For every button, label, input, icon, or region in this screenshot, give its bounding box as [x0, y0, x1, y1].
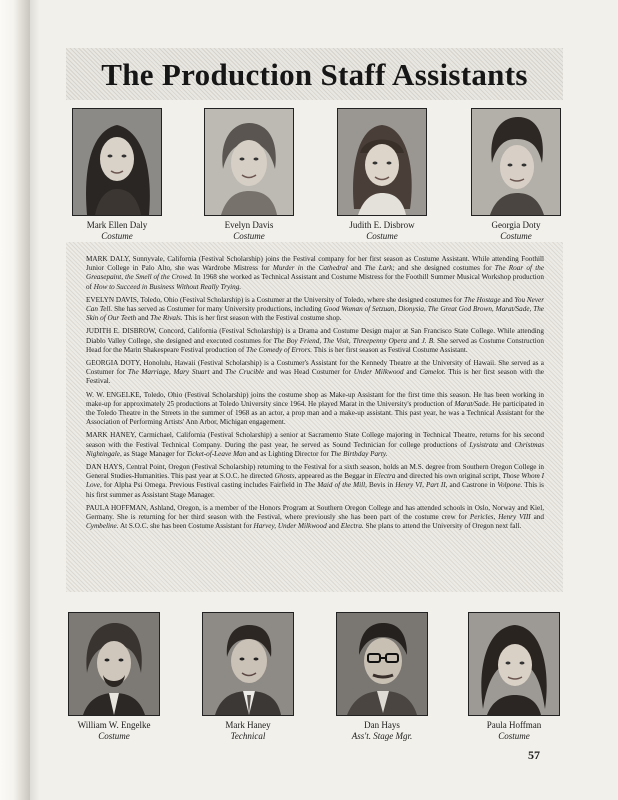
staff-role: Costume: [500, 231, 532, 241]
work-title: The Lark;: [364, 264, 395, 273]
staff-name: Georgia Doty: [491, 220, 541, 230]
staff-name: Evelyn Davis: [224, 220, 274, 230]
bio-paragraph: PAULA HOFFMAN, Ashland, Oregon, is a member of the Honors Program at Southern Oregon College and has attended schools in Oslo, Norway and Kiel, Germany. She is returning for her third season with the Festival, where previously she has been part of the costume crew for Pericles, Henry VIII and Cymbeline. At S.O.C. she has been Costume Assistant for Harvey, Under Milkwood and Electra. She plans to attend the University of Oregon next fall.: [86, 503, 544, 531]
work-title: The Marriage, Mary Stuart: [127, 368, 210, 377]
work-title: Christmas Nightingale,: [86, 440, 544, 458]
work-title: The Roar of the Greasepaint, the Smell of the Crowd.: [86, 264, 545, 282]
bio-paragraph: DAN HAYS, Central Point, Oregon (Festival Scholarship) returning to the Festival for a sixth season, holds an M.S. degree from Southern Oregon College in General Studies-Humanities. This past year at S.O.C. he directed Ghosts, appeared as the Beggar in Electra and directed his own original script, Those Whom I Love, for Alpha Psi Omega. Previous Festival casting includes Fairfield in The Maid of the Mill, Bevis in Henry VI, Part II, and Castrone in Volpone. This is his first summer as Assistant Stage Manager.: [86, 463, 544, 499]
staff-name: Mark Haney: [225, 720, 271, 730]
portrait-mark-ellen-daly: [72, 108, 162, 241]
portrait-photo: [72, 108, 162, 216]
portrait-georgia-doty: [471, 108, 561, 241]
bio-paragraph: JUDITH E. DISBROW, Concord, California (Festival Scholarship) is a Drama and Costume Design major at San Francisco State College. While attending Diablo Valley College, she designed and executed costumes for The Boy Friend, The Visit, Threepenny Opera and J. B. She served as Costume Construction Head for the Marin Shakespeare Festival production of The Comedy of Errors. This is her first season as Festival Costume Assistant.: [86, 327, 544, 354]
work-title: Electra.: [340, 522, 364, 531]
work-title: Pericles, Henry VIII: [469, 513, 531, 522]
work-title: Good Woman of Setzuan, Dionysia, The Great God Brown, Marat/Sade, The Skin of Our Teeth: [86, 305, 544, 323]
work-title: Cymbeline.: [86, 522, 119, 531]
page-gutter-shadow: [30, 0, 40, 800]
work-title: Under Milkwood: [353, 368, 404, 377]
staff-name: William W. Engelke: [77, 720, 151, 730]
work-title: Murder in the Cathedral: [272, 264, 348, 273]
portrait-evelyn-davis: [204, 108, 294, 241]
portrait-dan-hays: [336, 612, 428, 741]
bio-paragraph: MARK HANEY, Carmichael, California (Festival Scholarship) a senior at Sacramento State College majoring in Technical Theatre, returns for his second season with the Festival Technical Company. During the past year, he served as Sound Technician for college productions of Lysistrata and Christmas Nightingale, as Stage Manager for Ticket-of-Leave Man and as Lighting Director for The Birthday Party.: [86, 431, 544, 458]
biography-section: [86, 255, 544, 535]
staff-name: Dan Hays: [364, 720, 400, 730]
work-title: The Rivals.: [150, 314, 183, 323]
page-title: The Production Staff Assistants: [101, 57, 528, 92]
work-title: Camelot.: [419, 368, 446, 377]
work-title: You Never Can Tell.: [86, 295, 544, 314]
portrait-photo: [336, 612, 428, 716]
bio-paragraph: MARK DALY, Sunnyvale, California (Festival Scholarship) joins the Festival company for her first season as Costume Assistant. While attending Foothill Junior College in Palo Alto, she was Wardrobe Mistress for Murder in the Cathedral and The Lark; and she designed costumes for The Roar of the Greasepaint, the Smell of the Crowd. In 1968 she worked as Technical Assistant and Costume Mistress for the Foothill Summer Musical Workshop production of How to Succeed in Business Without Really Trying.: [86, 255, 545, 291]
staff-name: Mark Ellen Daly: [86, 220, 148, 230]
portrait-photo: [202, 612, 294, 716]
book-spine: [0, 0, 30, 800]
work-title: The Hostage: [463, 295, 501, 304]
work-title: J. B.: [421, 336, 435, 345]
staff-role: Costume: [233, 231, 265, 241]
work-title: The Boy Friend, The Visit, Threepenny Opera: [273, 336, 407, 345]
work-title: Electra: [374, 472, 396, 481]
work-title: Those Whom I Love,: [86, 472, 544, 490]
portrait-paula-hoffman: [468, 612, 560, 741]
portrait-mark-haney: [202, 612, 294, 741]
portrait-photo: [68, 612, 160, 716]
portrait-photo: [471, 108, 561, 216]
work-title: The Birthday Party.: [330, 449, 388, 458]
bio-paragraph: GEORGIA DOTY, Honolulu, Hawaii (Festival Scholarship) is a Costumer's Assistant for the Kennedy Theatre at the University of Hawaii. She served as a Costumer for The Marriage, Mary Stuart and The Crucible and was Head Costumer for Under Milkwood and Camelot. This is her first season with the Festival.: [86, 359, 544, 386]
work-title: The Comedy of Errors.: [246, 345, 313, 354]
work-title: Lysistrata: [469, 440, 498, 449]
work-title: The Crucible: [225, 368, 265, 377]
staff-role: Technical: [230, 731, 266, 741]
page-number: 57: [528, 748, 540, 762]
work-title: Henry VI, Part II,: [395, 481, 448, 490]
portrait-william-engelke: [68, 612, 160, 741]
work-title: How to Succeed in Business Without Really Trying.: [93, 282, 242, 291]
staff-role: Costume: [101, 231, 133, 241]
staff-role: Costume: [366, 231, 398, 241]
staff-role: Costume: [98, 731, 130, 741]
staff-role: Ass't. Stage Mgr.: [351, 731, 413, 741]
work-title: Ticket-of-Leave Man: [186, 449, 247, 458]
work-title: Harvey, Under Milkwood: [253, 522, 327, 531]
portrait-photo: [468, 612, 560, 716]
work-title: Ghosts,: [274, 472, 297, 481]
staff-name: Judith E. Disbrow: [349, 220, 415, 230]
staff-role: Costume: [498, 731, 530, 741]
staff-name: Paula Hoffman: [486, 720, 542, 730]
bio-paragraph: EVELYN DAVIS, Toledo, Ohio (Festival Scholarship) is a Costumer at the University of Toledo, where she designed costumes for The Hostage and You Never Can Tell. She has served as Costumer for many University productions, including Good Woman of Setzuan, Dionysia, The Great God Brown, Marat/Sade, The Skin of Our Teeth and The Rivals. This is her first season with the Festival costume shop.: [86, 295, 544, 323]
bio-paragraph: W. W. ENGELKE, Toledo, Ohio (Festival Scholarship) joins the costume shop as Make-up Assistant for the first time this season. He has been working in make-up for approximately 25 productions at Toledo University since 1964. He played Marat in the University's production of Marat/Sade. He participated in the Toledo Theatre in the Streets in the summer of 1968 as an actor, a prop man and a make-up assistant. This past year, he was a Technical Assistant for the Association of Performing Artists' Ann Arbor, Michigan engagement.: [86, 390, 544, 427]
work-title: The Maid of the Mill,: [304, 481, 367, 490]
work-title: Marat/Sade.: [454, 399, 491, 408]
portrait-judith-disbrow: [337, 108, 427, 241]
portrait-photo: [204, 108, 294, 216]
portrait-photo: [337, 108, 427, 216]
work-title: Volpone.: [497, 481, 523, 490]
